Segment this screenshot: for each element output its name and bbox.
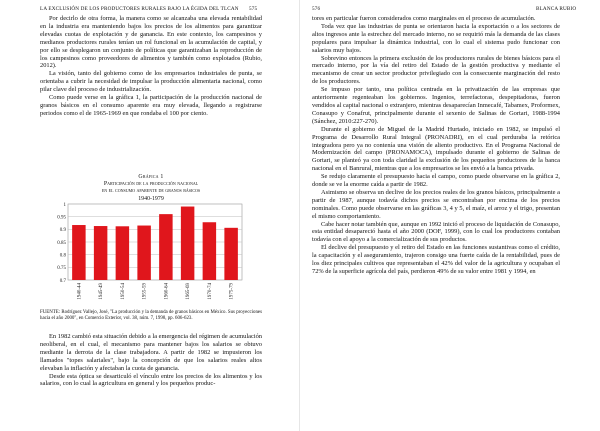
bar bbox=[159, 214, 172, 280]
paragraph: Cabe hacer notar también que, aunque en 1992 inició el proceso de liquidación de Conasupo, esta entidad desapareció hasta el año 2000 (DOF, 1999), con lo cual los productores contaban todavía con el apoyo a la comercialización de sus productos. bbox=[312, 220, 560, 244]
y-tick-label: 0.75 bbox=[57, 266, 66, 272]
bar bbox=[181, 207, 194, 280]
figure-caption bbox=[40, 174, 262, 203]
paragraph: Asimismo se observa un declive de los precios reales de los granos básicos, principalmente a partir de 1987, aunque todavía dichos precios se encontraban por encima de los precios nominales. Como puede observarse en las gráficas 3, 4 y 5, el maíz, el arroz y el trigo, presentan el mismo comportamiento. bbox=[312, 188, 560, 220]
paragraph: Se redujo claramente el presupuesto hacia el campo, como puede observarse en la gráfica 2, donde se ve la enorme caída a partir de 1982. bbox=[312, 173, 560, 189]
body-text-top bbox=[40, 15, 262, 118]
bar-chart bbox=[48, 200, 248, 306]
paragraph: Toda vez que las industrias de punta se orientaron hacia la exportación o a los sectores de altos ingresos ante la estrechez del mercado interno, no se requirió más la demanda de las clases populares para impulsar la dinámica industrial, con lo cual el sistema pudo funcionar con salarios muy bajos. bbox=[312, 22, 560, 54]
y-tick-label: 0.7 bbox=[59, 278, 66, 284]
bar bbox=[224, 228, 237, 280]
paragraph: tores en particular fueron considerados como marginales en el proceso de acumulación. bbox=[312, 15, 536, 22]
running-header-title: LA EXCLUSIÓN DE LOS PRODUCTORES RURALES BAJO LA ÉGIDA DEL TLCAN bbox=[40, 6, 239, 12]
y-tick-label: 0.8 bbox=[59, 253, 66, 259]
x-tick-label: 1975-79 bbox=[229, 283, 235, 300]
bar bbox=[94, 226, 107, 280]
x-tick-label: 1955-59 bbox=[142, 283, 148, 300]
bar bbox=[116, 226, 129, 280]
x-tick-label: 1960-64 bbox=[164, 283, 170, 300]
figure-title-line2: en el consumo aparente de granos básicos bbox=[101, 188, 201, 195]
body-text bbox=[312, 15, 560, 276]
running-header-author: BLANCA RUBIO bbox=[536, 6, 577, 12]
x-tick-label: 1940-44 bbox=[77, 283, 83, 300]
x-tick-label: 1950-54 bbox=[120, 283, 126, 300]
paragraph: En 1982 cambió esta situación debido a la emergencia del régimen de acumulación neoliberal, en el cual, el mecanismo para mantener bajos los salarios se obtuvo mediante la derrota de la clase trabajadora. A partir de 1982 se impusieron los llamados "topes salariales", bajo la concepción de que los salarios reales altos elevaban la inflación y afectaban la cuota de ganancia. bbox=[40, 333, 262, 372]
bar bbox=[137, 226, 150, 280]
y-tick-label: 0.9 bbox=[59, 228, 66, 234]
page-number: 575 bbox=[249, 6, 258, 12]
right-page bbox=[300, 0, 600, 431]
paragraph: Desde esta óptica se desarticuló el vínculo entre los precios de los alimentos y los salarios, con lo cual la agricultura en general y los pequeños produc- bbox=[40, 372, 262, 388]
bar bbox=[203, 222, 216, 280]
figure-label: Gráfica 1 bbox=[138, 174, 164, 180]
paragraph: El declive del presupuesto y el retiro del Estado en las funciones sustantivas como el crédito, la capacitación y el aseguramiento, trajeron consigo una fuerte caída de la rentabilidad, pues de los diez principales cultivos que representaban el 42% del valor de la agricultura y ocupaban el 72% de la superficie agrícola del país, perdieron 49% de su valor entre 1981 y 1994, en bbox=[312, 244, 560, 275]
figure-title-line1: Participación de la producción nacional bbox=[103, 181, 199, 188]
y-tick-label: 0.95 bbox=[57, 215, 66, 221]
y-tick-label: 1 bbox=[63, 202, 66, 208]
paragraph: Por decirlo de otra forma, la manera como se alcanzaba una elevada rentabilidad en la industria era manteniendo bajos los precios de los alimentos para garantizar elevadas cuotas de explotación y de ganancia. En este contexto, los campesinos y medianos productores rurales tenían un rol funcional en la acumulación de capital, y por ello se desplegaron un conjunto de políticas que garantizaban la reproducción de los campesinos como proveedores de alimentos y también como explotados (Rubio, 2012). bbox=[40, 15, 262, 70]
x-tick-label: 1945-49 bbox=[99, 283, 105, 300]
x-tick-label: 1965-69 bbox=[186, 283, 192, 300]
bar bbox=[72, 225, 85, 280]
figure-source: FUENTE: Rodríguez Vallejo, José, "La producción y la demanda de granos básicos en México. Sus proyecciones hacia el año 2000", en Comercio Exterior, vol. 38, núm. 7, 1998, pp. 606-623. bbox=[40, 310, 262, 321]
body-text-bottom bbox=[40, 333, 262, 388]
paragraph: Sobrevino entonces la primera exclusión de los productores rurales de bienes básicos para el mercado interno, por la vía del retiro del Estado de la gestión productiva y mediante el mecanismo de crear un sector productor privilegiado con la consecuente marginación del resto de los productores. bbox=[312, 54, 560, 86]
paragraph: Como puede verse en la gráfica 1, la participación de la producción nacional de granos básicos en el consumo aparente era muy elevada, llegando a registrarse periodos como el de 1965-1969 en que rondaba el 100 por ciento. bbox=[40, 94, 262, 117]
page-number: 576 bbox=[312, 6, 321, 12]
paragraph: Se impuso por tanto, una política centrada en la privatización de las empresas que anteriormente regenteaban los gobiernos. Ingenios, terrefactoras, despepitadoras, fueron vendidos al capital nacional o extranjero, mientras desaparecían Inmecafé, Tabamex, Proformex, Conasupo y Conafrut, principalmente durante el sexenio de Salinas de Gortari, 1988-1994 (Sánchez, 2010:227-270). bbox=[312, 86, 560, 125]
figure-years: 1940-1979 bbox=[138, 195, 164, 202]
paragraph: Durante el gobierno de Miguel de la Madrid Hurtado, iniciado en 1982, se impulsó el Programa de Desarrollo Rural Integral (PRONADRI), en el cual perduraba la retórica integradora pero ya no contenía una visión de aliento productivo. En el Programa Nacional de Modernización del campo (PRONAMOCA), impulsado durante el gobierno de Salinas de Gortari, se planteó ya con toda claridad la exclusión de los pequeños productores de la banca nacional en el Banrural, mientras que a los empresarios se les envió a la banca privada. bbox=[312, 125, 560, 173]
paragraph: La visión, tanto del gobierno como de los empresarios industriales de punta, se orientaba a cubrir la necesidad de impulsar la producción alimentaria nacional, como pilar clave del proceso de industrialización. bbox=[40, 70, 262, 94]
x-tick-label: 1970-74 bbox=[207, 283, 213, 300]
y-tick-label: 0.85 bbox=[57, 240, 66, 246]
